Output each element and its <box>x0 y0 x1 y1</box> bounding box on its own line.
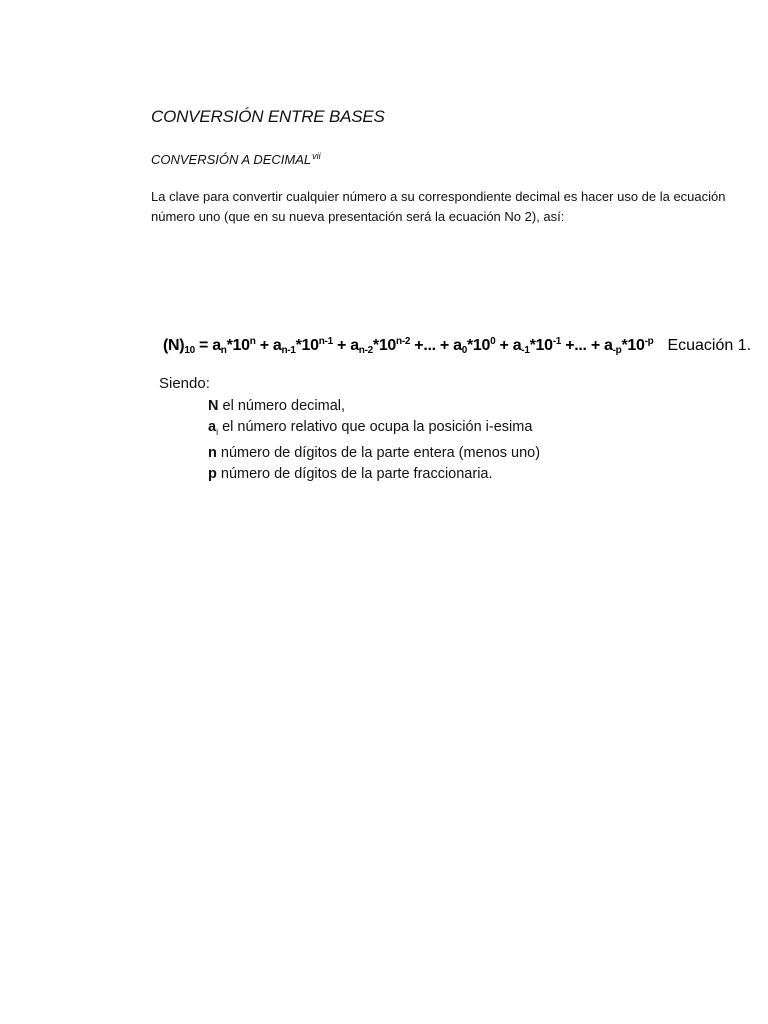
term-sup: -1 <box>552 336 562 347</box>
definition-item <box>208 417 540 443</box>
term-sub: n <box>220 345 227 356</box>
term-mid: *10 <box>295 337 319 354</box>
paragraph-line-2: número uno (que en su nueva presentación será la ecuación No 2), así: <box>151 209 565 224</box>
term-1 <box>273 337 333 354</box>
definitions-list <box>208 396 540 485</box>
definition-text: número de dígitos de la parte fraccionaria. <box>216 465 493 482</box>
term-4 <box>513 337 561 354</box>
term-mid: *10 <box>466 337 491 354</box>
term-mid: *10 <box>226 337 250 354</box>
term-3 <box>453 337 495 354</box>
equation-formula: $(N)_{10} = a_n*10^n + a_{n-1}*10^{n-1} + a_{n-2}*10^{n-2}$ +... + $a_0*10^0 + a_{-1}*10^{-1}$ +... + $a_{-p}*10^{-p}$ <box>163 336 654 356</box>
section-title: CONVERSIÓN ENTRE BASES <box>151 107 385 126</box>
definition-symbol: a <box>208 419 217 435</box>
term-sub: -1 <box>521 345 530 356</box>
term-sup: -p <box>644 336 654 347</box>
term-base: a <box>212 337 221 354</box>
term-mid: *10 <box>529 337 553 354</box>
term-base: a <box>512 337 522 354</box>
equation-lhs-sub: 10 <box>184 345 195 356</box>
term-sub: n-2 <box>358 345 373 356</box>
term-sup: 0 <box>490 336 496 347</box>
definition-text: el número decimal, <box>218 398 346 414</box>
definition-item <box>208 396 540 417</box>
term-0 <box>212 337 255 354</box>
definition-symbol: n <box>208 444 217 461</box>
definition-symbol-sub: i <box>216 426 219 437</box>
definition-text: número de dígitos de la parte entera (menos uno) <box>216 444 541 461</box>
definition-item <box>208 443 540 464</box>
term-sub: n-1 <box>281 345 296 356</box>
term-sup: n <box>249 336 256 347</box>
term-base: a <box>272 337 282 354</box>
equation-image <box>163 336 751 356</box>
term-base: a <box>350 337 359 354</box>
section-subtitle <box>151 151 321 167</box>
definition-symbol: p <box>208 465 217 482</box>
definition-symbol: N <box>208 398 219 414</box>
definition-text: el número relativo que ocupa la posición i-esima <box>218 419 533 435</box>
equation-lhs: (N) <box>163 337 185 354</box>
term-2 <box>350 337 410 354</box>
paragraph-line-1: La clave para convertir cualquier número a su correspondiente decimal es hacer uso de la ecuación <box>151 189 726 204</box>
intro-paragraph <box>151 187 726 227</box>
term-sub: 0 <box>461 345 467 356</box>
subtitle-text: CONVERSIÓN A DECIMAL <box>151 152 312 167</box>
term-mid: *10 <box>372 337 397 354</box>
term-5 <box>604 337 653 354</box>
term-sup: n-2 <box>396 336 411 347</box>
endnote-marker: vii <box>312 151 321 161</box>
definitions-intro: Siendo: <box>159 375 210 392</box>
definition-item <box>208 464 540 485</box>
term-sub: -p <box>612 345 622 356</box>
term-base: a <box>604 337 613 354</box>
term-mid: *10 <box>621 337 645 354</box>
equation-label: Ecuación 1. <box>667 337 752 354</box>
term-base: a <box>453 337 462 354</box>
term-sup: n-1 <box>318 336 333 347</box>
